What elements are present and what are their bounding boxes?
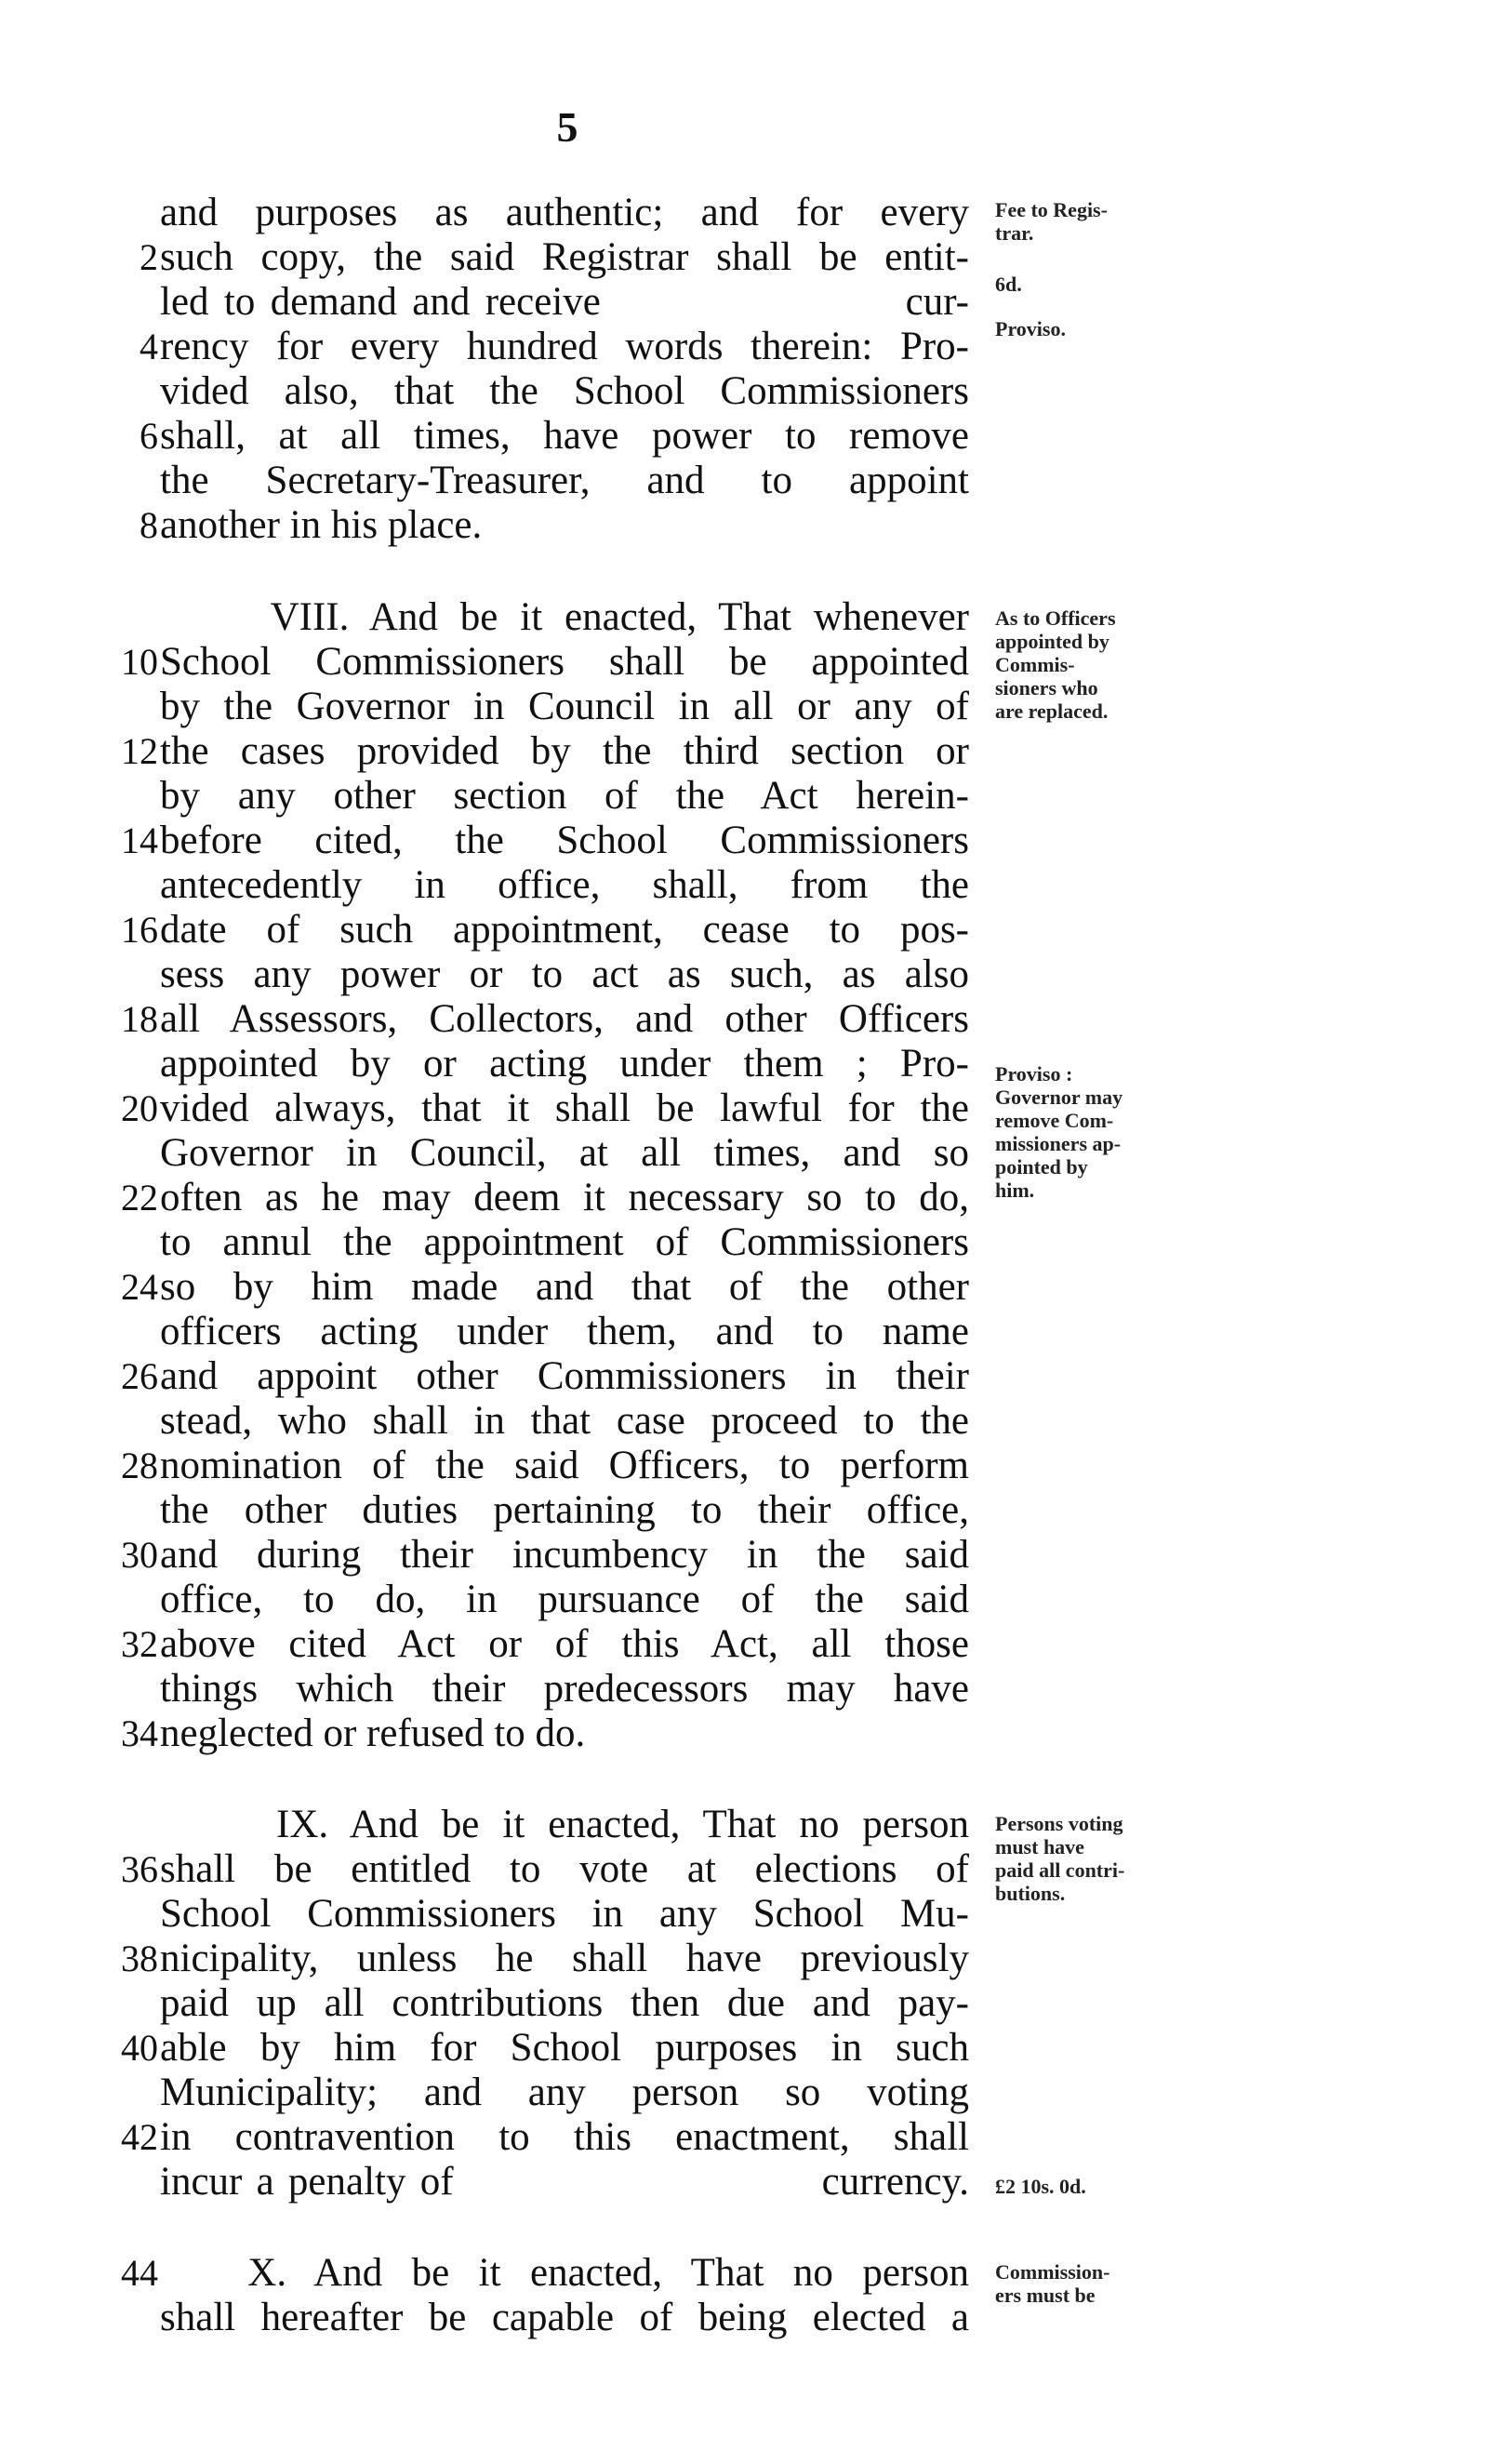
text-line: [0, 774, 1023, 819]
text-line: [0, 1131, 1023, 1176]
margin-note-line: Commission-: [995, 2260, 1110, 2284]
margin-note: [995, 317, 1218, 340]
text-line: [0, 1533, 1023, 1578]
text-line: [0, 908, 1023, 952]
text-line: [0, 1042, 1023, 1086]
margin-note-line: pointed by: [995, 1155, 1088, 1179]
line-number: 42: [121, 2116, 158, 2158]
text-line: [0, 685, 1023, 729]
line-text: nicipality, unless he shall have previously: [160, 1937, 969, 1980]
line-text: School Commissioners in any School Mu-: [160, 1892, 969, 1936]
line-text: School Commissioners shall be appointed: [160, 640, 969, 684]
line-number: 14: [121, 819, 158, 861]
text-line: [0, 1667, 1023, 1711]
text-line: [0, 1578, 1023, 1622]
text-line: [0, 997, 1023, 1042]
line-text: rency for every hundred words therein: Pro-: [160, 325, 969, 368]
line-text: antecedently in office, shall, from the: [160, 863, 969, 907]
margin-note-line: 6d.: [995, 273, 1022, 296]
line-text: another in his place.: [160, 503, 483, 547]
line-text: the cases provided by the third section or: [160, 729, 969, 773]
text-line: [0, 2251, 1023, 2296]
margin-note-line: Commis-: [995, 653, 1075, 676]
margin-note-line: sioners who: [995, 676, 1098, 699]
text-line: [0, 640, 1023, 685]
line-text: by the Governor in Council in all or any of: [160, 685, 969, 728]
text-line: [0, 503, 1023, 548]
line-number: 22: [121, 1177, 158, 1219]
text-line: [0, 952, 1023, 997]
margin-note: [995, 1062, 1218, 1202]
line-number: 4: [140, 326, 158, 367]
margin-note: [995, 2175, 1218, 2198]
line-number: 28: [121, 1445, 158, 1486]
line-number: 34: [121, 1712, 158, 1754]
margin-note-line: Proviso.: [995, 317, 1066, 340]
text-line: [0, 1220, 1023, 1265]
text-line: [0, 2071, 1023, 2115]
line-text: shall, at all times, have power to remove: [160, 414, 969, 458]
line-text: in contravention to this enactment, shall: [160, 2115, 969, 2159]
line-text: by any other section of the Act herein-: [160, 774, 969, 818]
text-line: [0, 1086, 1023, 1131]
margin-note: [995, 606, 1218, 723]
margin-note-line: Governor may: [995, 1085, 1123, 1109]
line-number: 30: [121, 1534, 158, 1576]
text-line: [0, 2296, 1023, 2340]
text-line: [0, 235, 1023, 280]
line-number: 40: [121, 2027, 158, 2069]
line-number: 26: [121, 1355, 158, 1397]
margin-note-line: remove Com-: [995, 1109, 1114, 1132]
text-line: [0, 819, 1023, 863]
line-text: Governor in Council, at all times, and so: [160, 1131, 969, 1175]
text-line: [0, 863, 1023, 908]
line-text: shall be entitled to vote at elections of: [160, 1847, 969, 1891]
line-text: sess any power or to act as such, as also: [160, 952, 969, 996]
line-text: incur a penalty of currency.: [160, 2160, 969, 2204]
text-line: [0, 595, 1023, 640]
margin-note: [995, 273, 1218, 296]
line-text: stead, who shall in that case proceed to the: [160, 1399, 969, 1443]
text-line: [0, 1176, 1023, 1220]
line-text: date of such appointment, cease to pos-: [160, 908, 969, 952]
line-number: 6: [140, 415, 158, 457]
margin-note-line: him.: [995, 1179, 1035, 1202]
margin-note-line: appointed by: [995, 630, 1109, 653]
margin-note-line: trar.: [995, 221, 1034, 245]
text-line: [0, 2115, 1023, 2160]
line-text: things which their predecessors may have: [160, 1667, 969, 1711]
text-line: [0, 1937, 1023, 1981]
text-line: [0, 1711, 1023, 1756]
line-text: before cited, the School Commissioners: [160, 819, 969, 862]
margin-note-line: must have: [995, 1835, 1084, 1858]
line-text: IX. And be it enacted, That no person: [160, 1803, 969, 1846]
line-text: such copy, the said Registrar shall be entit-: [160, 235, 969, 279]
margin-note-line: are replaced.: [995, 699, 1109, 723]
line-number: 20: [121, 1087, 158, 1129]
line-text: able by him for School purposes in such: [160, 2026, 969, 2070]
text-line: [0, 1847, 1023, 1892]
text-line: [0, 1444, 1023, 1488]
line-text: vided also, that the School Commissioners: [160, 369, 969, 413]
margin-note-line: butions.: [995, 1882, 1066, 1905]
text-line: [0, 369, 1023, 414]
line-text: and purposes as authentic; and for every: [160, 191, 969, 234]
text-line: [0, 325, 1023, 369]
text-line: [0, 1354, 1023, 1399]
line-text: all Assessors, Collectors, and other Officers: [160, 997, 969, 1041]
line-text: the other duties pertaining to their office,: [160, 1488, 969, 1532]
text-line: [0, 1265, 1023, 1310]
margin-note-line: ers must be: [995, 2284, 1096, 2307]
margin-note: [995, 198, 1218, 245]
line-number: 16: [121, 909, 158, 951]
text-line: [0, 459, 1023, 503]
line-number: 2: [140, 236, 158, 278]
line-text: led to demand and receive cur-: [160, 280, 969, 324]
line-text: VIII. And be it enacted, That whenever: [160, 595, 969, 639]
margin-note-line: Persons voting: [995, 1812, 1123, 1835]
line-text: paid up all contributions then due and pay-: [160, 1981, 969, 2025]
text-line: [0, 191, 1023, 235]
line-number: 36: [121, 1848, 158, 1890]
text-line: [0, 2160, 1023, 2204]
margin-note: [995, 1812, 1218, 1905]
margin-note-line: Proviso :: [995, 1062, 1073, 1085]
line-text: officers acting under them, and to name: [160, 1310, 969, 1353]
line-text: X. And be it enacted, That no person: [160, 2251, 969, 2295]
line-text: neglected or refused to do.: [160, 1711, 586, 1755]
line-number: 10: [121, 641, 158, 683]
line-text: to annul the appointment of Commissioners: [160, 1220, 969, 1264]
margin-note-line: missioners ap-: [995, 1132, 1122, 1155]
line-text: appointed by or acting under them ; Pro-: [160, 1042, 969, 1085]
line-text: office, to do, in pursuance of the said: [160, 1578, 969, 1621]
line-number: 18: [121, 998, 158, 1040]
text-line: [0, 280, 1023, 325]
line-text: Municipality; and any person so voting: [160, 2071, 969, 2114]
line-text: vided always, that it shall be lawful for the: [160, 1086, 969, 1130]
line-text: and appoint other Commissioners in their: [160, 1354, 969, 1398]
line-number: 32: [121, 1623, 158, 1665]
text-line: [0, 1622, 1023, 1667]
line-number: 8: [140, 504, 158, 546]
page-number: 5: [556, 103, 578, 151]
text-line: [0, 1803, 1023, 1847]
line-text: so by him made and that of the other: [160, 1265, 969, 1309]
line-text: often as he may deem it necessary so to do,: [160, 1176, 969, 1219]
text-line: [0, 2026, 1023, 2071]
line-number: 44: [121, 2252, 158, 2294]
text-line: [0, 729, 1023, 774]
line-text: above cited Act or of this Act, all those: [160, 1622, 969, 1666]
line-number: 24: [121, 1266, 158, 1308]
margin-note-line: paid all contri-: [995, 1858, 1125, 1882]
margin-note-line: As to Officers: [995, 606, 1116, 630]
text-line: [0, 414, 1023, 459]
text-line: [0, 1399, 1023, 1444]
line-text: nomination of the said Officers, to perform: [160, 1444, 969, 1487]
line-text: shall hereafter be capable of being elected a: [160, 2296, 969, 2339]
line-number: 38: [121, 1938, 158, 1979]
text-line: [0, 1310, 1023, 1354]
line-text: the Secretary-Treasurer, and to appoint: [160, 459, 969, 502]
margin-note-line: Fee to Regis-: [995, 198, 1108, 221]
text-line: [0, 1892, 1023, 1937]
text-line: [0, 1981, 1023, 2026]
margin-note-line: £2 10s. 0d.: [995, 2175, 1086, 2198]
text-line: [0, 1488, 1023, 1533]
margin-note: [995, 2260, 1218, 2307]
line-text: and during their incumbency in the said: [160, 1533, 969, 1577]
line-number: 12: [121, 730, 158, 772]
